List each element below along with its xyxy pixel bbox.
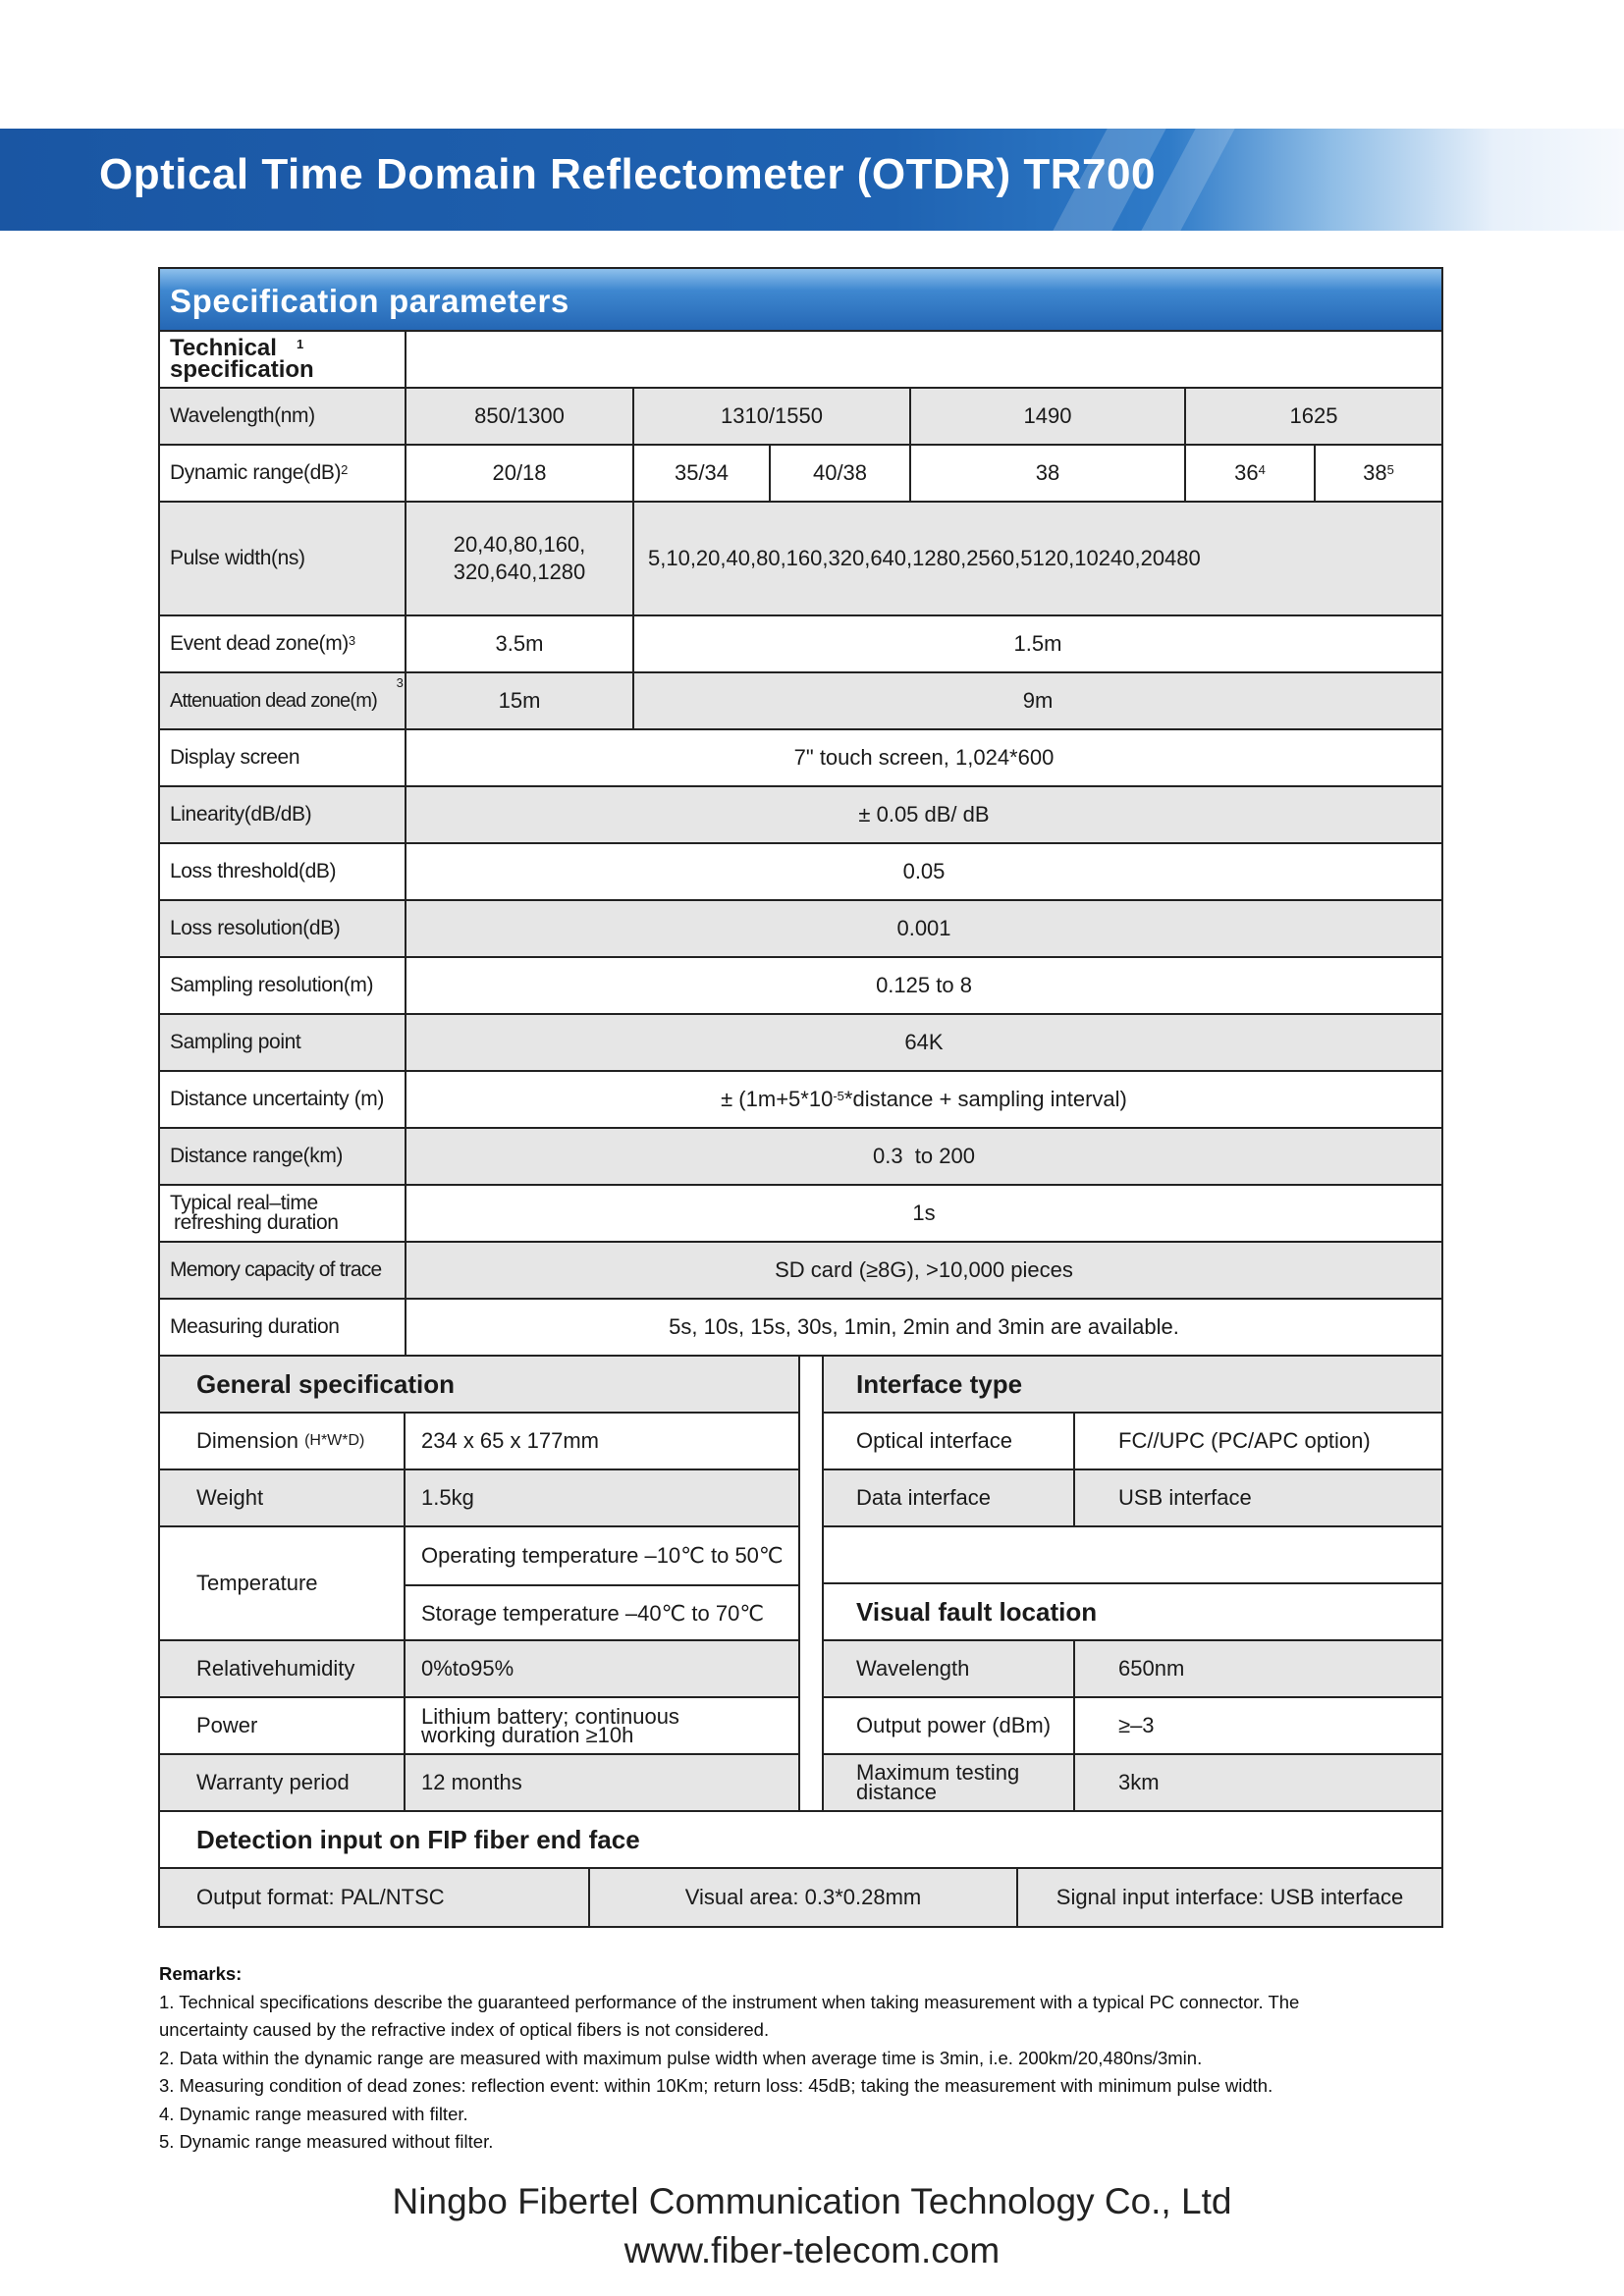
fip-title: Detection input on FIP fiber end face [196, 1824, 640, 1854]
dynamic-range-value: 20/18 [405, 446, 632, 501]
measuring-label: Measuring duration [170, 1315, 340, 1338]
display-screen-label: Display screen [170, 746, 300, 769]
dimension-unit: (H*W*D) [304, 1432, 365, 1449]
measuring-value: 5s, 10s, 15s, 30s, 1min, 2min and 3min are available. [405, 1300, 1441, 1355]
output-format: Output format: PAL/NTSC [196, 1885, 445, 1909]
interface-title: Interface type [856, 1368, 1023, 1399]
table-row: Attenuation dead zone(m) $^3$ 15m 9m [160, 671, 1441, 728]
technical-label-2: specification [170, 356, 314, 383]
linearity-value: ± 0.05 dB/ dB [405, 787, 1441, 842]
event-dead-zone-sm: 1.5m [632, 616, 1441, 671]
table-row [160, 501, 1441, 614]
weight-label: Weight [196, 1485, 264, 1510]
sampling-point-label: Sampling point [170, 1031, 301, 1053]
dimension-label: Dimension [196, 1428, 298, 1453]
humidity-value: 0%to95% [404, 1641, 798, 1696]
output-power-label: Output power (dBm) [856, 1713, 1052, 1737]
loss-threshold-label: Loss threshold(dB) [170, 860, 337, 882]
remark-line: 4. Dynamic range measured with filter. [159, 2103, 468, 2124]
data-interface-value: USB interface [1073, 1470, 1441, 1525]
output-power-value: ≥–3 [1073, 1698, 1441, 1753]
fip-header [160, 1810, 1441, 1867]
spec-title: Specification parameters [170, 283, 569, 319]
table-row [160, 1298, 1441, 1355]
distance-uncertainty-value: ± (1m+5*10 $^{-5}$ *distance + sampling interval) [405, 1072, 1441, 1127]
vfl-wavelength-label: Wavelength [856, 1656, 970, 1681]
vfl-wavelength-value: 650nm [1073, 1641, 1441, 1696]
pulse-width-mm: 320,640,1280 [453, 560, 586, 584]
table-row [160, 1412, 798, 1468]
table-row [160, 387, 1441, 444]
header-banner [0, 129, 1624, 231]
memory-value: SD card (≥8G), >10,000 pieces [405, 1243, 1441, 1298]
table-row [160, 1753, 798, 1810]
loss-resolution-value: 0.001 [405, 901, 1441, 956]
weight-value: 1.5kg [404, 1470, 798, 1525]
technical-label: Technical [170, 335, 277, 361]
dynamic-range-value: 36 [1234, 460, 1259, 485]
dynamic-range-value: 38 [909, 446, 1184, 501]
wavelength-value: 850/1300 [405, 389, 632, 444]
interface-header [824, 1355, 1441, 1412]
power-label: Power [196, 1713, 258, 1737]
distance-range-value: 0.3 to 200 [405, 1129, 1441, 1184]
spec-section-header [160, 269, 1441, 330]
table-row [160, 1639, 798, 1696]
optical-interface-label: Optical interface [856, 1428, 1012, 1453]
data-interface-label: Data interface [856, 1485, 991, 1510]
table-row [160, 899, 1441, 956]
page-title: Optical Time Domain Reflectometer (OTDR) TR700 [99, 150, 1156, 198]
table-row [160, 956, 1441, 1013]
refresh-value: 1s [405, 1186, 1441, 1241]
humidity-label: Relativehumidity [196, 1656, 355, 1681]
pulse-width-label: Pulse width(ns) [170, 547, 305, 569]
power-value: Lithium battery; continuous [421, 1704, 679, 1729]
distance-uncertainty-label: Distance uncertainty (m) [170, 1088, 384, 1110]
dynamic-range-label: Dynamic range(dB) [170, 461, 342, 484]
table-row [824, 1525, 1441, 1582]
event-dead-zone-mm: 3.5m [405, 616, 632, 671]
table-row: Dynamic range(dB) $^2$ 20/18 35/34 40/38 38 36 $^4$ 38 $^5$ [160, 444, 1441, 501]
website-link[interactable]: www.fiber-telecom.com [623, 2230, 1001, 2270]
remark-line: uncertainty caused by the refractive index of optical fibers is not considered. [159, 2019, 770, 2040]
dynamic-range-value: 35/34 [632, 446, 769, 501]
loss-resolution-label: Loss resolution(dB) [170, 917, 341, 939]
memory-label: Memory capacity of trace [170, 1258, 382, 1281]
dimension-value: 234 x 65 x 177mm [404, 1414, 798, 1468]
table-row [160, 1127, 1441, 1184]
optical-interface-value: FC//UPC (PC/APC option) [1073, 1414, 1441, 1468]
table-row [160, 1013, 1441, 1070]
general-header [160, 1355, 798, 1412]
vfl-header [824, 1582, 1441, 1639]
att-dead-zone-mm: 15m [405, 673, 632, 728]
event-dead-zone-label: Event dead zone(m) [170, 632, 349, 655]
table-row [160, 1070, 1441, 1127]
table-row [160, 1184, 1441, 1241]
remark-line: 5. Dynamic range measured without filter. [159, 2131, 494, 2152]
remarks [159, 1960, 1475, 2157]
sampling-resolution-value: 0.125 to 8 [405, 958, 1441, 1013]
remark-line: 3. Measuring condition of dead zones: reflection event: within 10Km; return loss: 45dB; taking the measurement with minimum pulse width. [159, 2075, 1273, 2096]
dynamic-range-value: 38 [1363, 460, 1387, 485]
remark-line: 1. Technical specifications describe the guaranteed performance of the instrument when taking measurement with a typical PC connector. The [159, 1991, 1300, 2012]
company-name: Ningbo Fibertel Communication Technology Co., Ltd [392, 2181, 1232, 2221]
temperature-label: Temperature [196, 1571, 318, 1595]
att-dead-zone-label: Attenuation dead zone(m) [170, 689, 377, 712]
table-row [160, 1696, 798, 1753]
refresh-label: refreshing duration [174, 1211, 339, 1234]
wavelength-label: Wavelength(nm) [170, 404, 315, 427]
sampling-resolution-label: Sampling resolution(m) [170, 974, 374, 996]
warranty-value: 12 months [404, 1755, 798, 1810]
remarks-title: Remarks: [159, 1963, 243, 1984]
table-row [160, 1867, 1441, 1926]
refresh-label: Typical real–time [170, 1192, 318, 1214]
table-row [160, 1241, 1441, 1298]
signal-input: Signal input interface: USB interface [1016, 1869, 1441, 1926]
distance-range-label: Distance range(km) [170, 1145, 344, 1167]
table-row [160, 728, 1441, 785]
wavelength-value: 1625 [1184, 389, 1441, 444]
remark-line: 2. Data within the dynamic range are measured with maximum pulse width when average time is 3min, i.e. 200km/20,480ns/3min. [159, 2047, 1203, 2068]
pulse-width-mm: 20,40,80,160, [453, 532, 586, 557]
max-distance-value: 3km [1073, 1755, 1441, 1810]
pulse-width-sm: 5,10,20,40,80,160,320,640,1280,2560,5120,10240,20480 [632, 503, 1441, 614]
max-distance-label: distance [856, 1780, 937, 1804]
table-row [160, 785, 1441, 842]
display-screen-value: 7" touch screen, 1,024*600 [405, 730, 1441, 785]
table-row: Event dead zone(m) $^3$ 3.5m 1.5m [160, 614, 1441, 671]
wavelength-value: 1310/1550 [632, 389, 909, 444]
table-row [824, 1468, 1441, 1525]
table-row [824, 1696, 1441, 1753]
table-row [160, 842, 1441, 899]
spec-table [158, 267, 1443, 1928]
wavelength-value: 1490 [909, 389, 1184, 444]
table-row [824, 1412, 1441, 1468]
table-row [824, 1753, 1441, 1810]
warranty-label: Warranty period [196, 1770, 350, 1794]
max-distance-label: Maximum testing [856, 1760, 1020, 1785]
vfl-title: Visual fault location [856, 1596, 1098, 1627]
visual-area: Visual area: 0.3*0.28mm [588, 1869, 1016, 1926]
loss-threshold-value: 0.05 [405, 844, 1441, 899]
sampling-point-value: 64K [405, 1015, 1441, 1070]
general-title: General specification [196, 1368, 455, 1399]
table-row [160, 1468, 798, 1525]
att-dead-zone-sm: 9m [632, 673, 1441, 728]
table-row [824, 1639, 1441, 1696]
storage-temp-value: Storage temperature –40℃ to 70℃ [404, 1584, 798, 1641]
operating-temp-value: Operating temperature –10℃ to 50℃ [404, 1527, 798, 1584]
dynamic-range-value: 40/38 [769, 446, 909, 501]
linearity-label: Linearity(dB/dB) [170, 803, 312, 826]
table-row: Technical $^1$ specification [160, 330, 1441, 387]
power-value: working duration ≥10h [421, 1723, 634, 1747]
table-row [160, 1525, 798, 1639]
